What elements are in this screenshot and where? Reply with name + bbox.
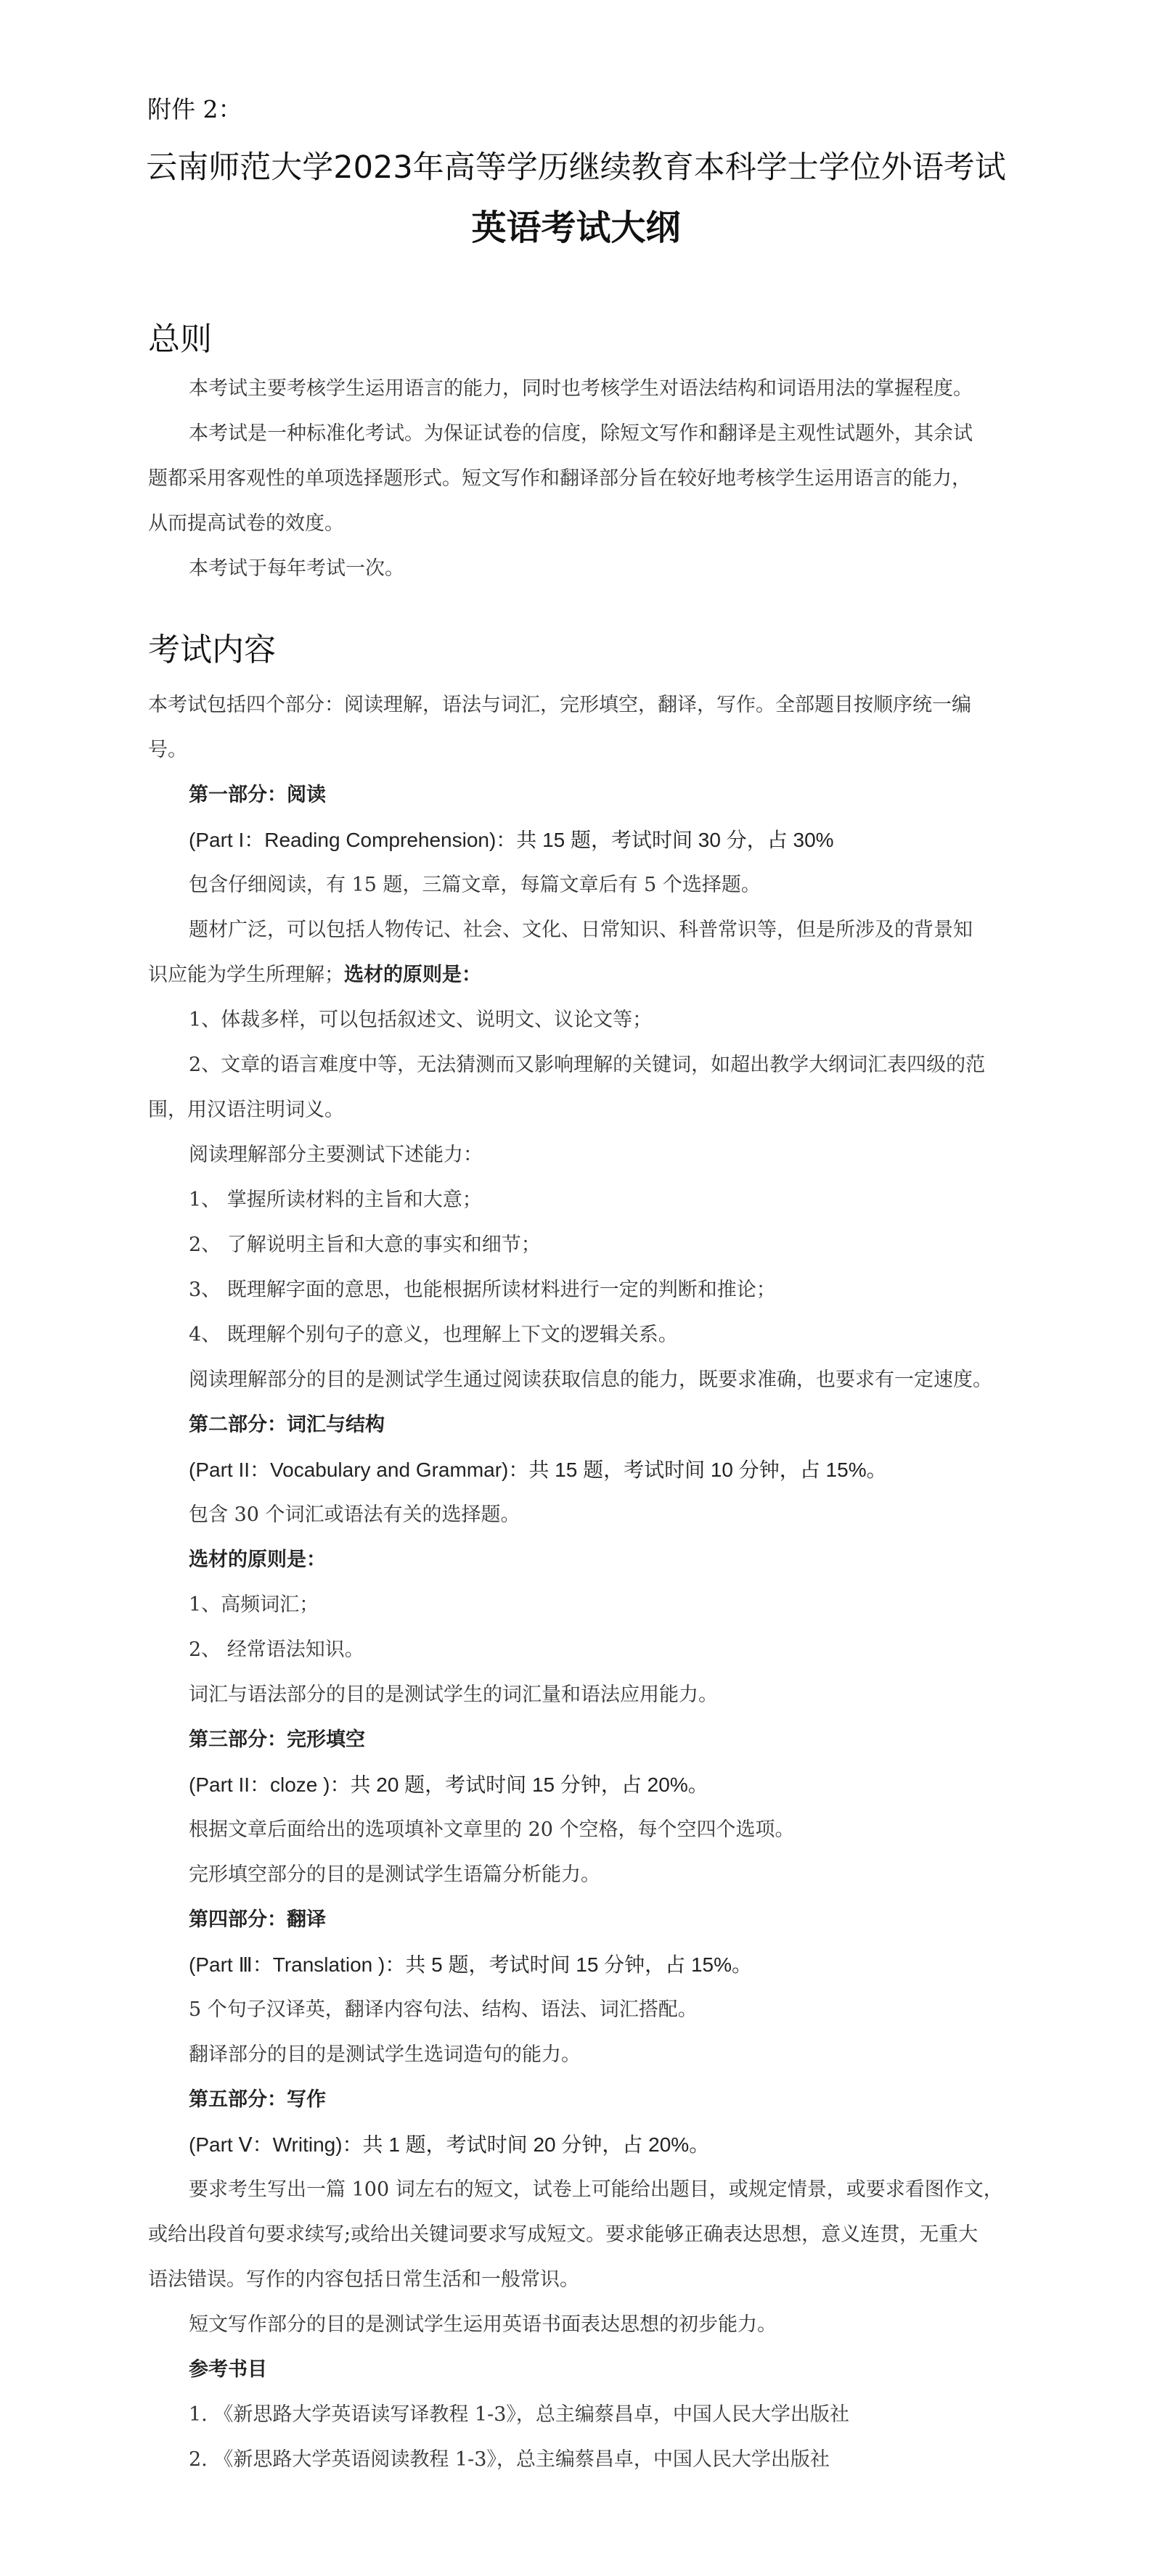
part3-title: 第三部分：完形填空	[189, 1728, 365, 1751]
general-paragraph-2-line-1: 本考试是一种标准化考试。为保证试卷的信度，除短文写作和翻译是主观性试题外，其余试	[189, 422, 973, 445]
part4-description: 5 个句子汉译英，翻译内容句法、结构、语法、词汇搭配。	[189, 1998, 698, 2021]
part1-rule-2-line-1: 2、文章的语言难度中等，无法猜测而又影响理解的关键词，如超出教学大纲词汇表四级的范	[189, 1054, 986, 1076]
part1-title: 第一部分：阅读	[189, 784, 326, 806]
part1-abilities-intro: 阅读理解部分主要测试下述能力：	[189, 1144, 483, 1166]
part1-ability-1: 1、 掌握所读材料的主旨和大意；	[189, 1189, 482, 1211]
part1-rule-2-line-2: 围，用汉语注明词义。	[148, 1099, 344, 1121]
attachment-label: 附件 2：	[147, 95, 242, 123]
reference-item: 1. 《新思路大学英语读写译教程 1-3》，总主编蔡昌卓，中国人民大学出版社	[189, 2403, 849, 2426]
part4-spec: (Part Ⅲ：Translation )：共 5 题，考试时间 15 分钟，占 15%。	[189, 1953, 752, 1976]
part1-purpose: 阅读理解部分的目的是测试学生通过阅读获取信息的能力，既要求准确，也要求有一定速度。	[189, 1369, 992, 1391]
part1-topic-text: 识应能为学生所理解；	[148, 964, 344, 986]
content-intro-line-2: 号。	[148, 739, 187, 761]
part5-spec: (Part Ⅴ：Writing)：共 1 题，考试时间 20 分钟，占 20%。	[189, 2133, 710, 2156]
part2-rule-1: 1、高频词汇；	[189, 1593, 319, 1616]
part3-purpose: 完形填空部分的目的是测试学生语篇分析能力。	[189, 1863, 600, 1886]
part1-spec: (Part I：Reading Comprehension)：共 15 题，考试时间 30 分，占 30%	[189, 829, 834, 851]
part2-purpose: 词汇与语法部分的目的是测试学生的词汇量和语法应用能力。	[189, 1683, 718, 1706]
part2-description: 包含 30 个词汇或语法有关的选择题。	[189, 1504, 520, 1526]
general-paragraph-3: 本考试于每年考试一次。	[189, 557, 404, 580]
general-paragraph-2-line-2: 题都采用客观性的单项选择题形式。短文写作和翻译部分旨在较好地考核学生运用语言的能力，	[148, 467, 971, 490]
part2-title: 第二部分：词汇与结构	[189, 1414, 385, 1436]
section-heading-general: 总则	[148, 321, 212, 358]
document-subtitle: 英语考试大纲	[471, 208, 681, 248]
document-title: 云南师范大学2023年高等学历继续教育本科学士学位外语考试	[146, 149, 1006, 186]
part5-description-line-1: 要求考生写出一篇 100 词左右的短文，试卷上可能给出题目，或规定情景，或要求看图作文，	[189, 2178, 1003, 2201]
general-paragraph-2-line-3: 从而提高试卷的效度。	[148, 512, 344, 535]
part2-spec: (Part II：Vocabulary and Grammar)：共 15 题，考试时间 10 分钟，占 15%。	[189, 1459, 887, 1481]
part2-principle-title: 选材的原则是：	[189, 1549, 326, 1571]
part1-principle-label: 选材的原则是：	[344, 964, 481, 986]
content-intro-line-1: 本考试包括四个部分：阅读理解，语法与词汇，完形填空，翻译，写作。全部题目按顺序统一编	[148, 694, 971, 716]
part1-ability-3: 3、 既理解字面的意思，也能根据所读材料进行一定的判断和推论；	[189, 1279, 776, 1301]
part5-description-line-2: 或给出段首句要求续写;或给出关键词要求写成短文。要求能够正确表达思想，意义连贯，无重大	[148, 2223, 979, 2246]
part5-description-line-3: 语法错误。写作的内容包括日常生活和一般常识。	[148, 2268, 579, 2291]
part1-topic-line-2	[148, 965, 481, 985]
references-title: 参考书目	[189, 2358, 267, 2381]
part5-title: 第五部分：写作	[189, 2088, 326, 2111]
part1-ability-4: 4、 既理解个别句子的意义，也理解上下文的逻辑关系。	[189, 1324, 678, 1346]
part2-rule-2: 2、 经常语法知识。	[189, 1638, 364, 1661]
part3-spec: (Part II：cloze )：共 20 题，考试时间 15 分钟，占 20%。	[189, 1773, 708, 1796]
part3-description: 根据文章后面给出的选项填补文章里的 20 个空格，每个空四个选项。	[189, 1818, 795, 1841]
part5-purpose: 短文写作部分的目的是测试学生运用英语书面表达思想的初步能力。	[189, 2313, 777, 2336]
part1-ability-2: 2、 了解说明主旨和大意的事实和细节；	[189, 1234, 541, 1256]
part4-purpose: 翻译部分的目的是测试学生选词造句的能力。	[189, 2043, 581, 2066]
section-heading-content: 考试内容	[148, 631, 276, 668]
part1-topic-line-1: 题材广泛，可以包括人物传记、社会、文化、日常知识、科普常识等，但是所涉及的背景知	[189, 919, 973, 941]
reference-item: 2. 《新思路大学英语阅读教程 1-3》，总主编蔡昌卓，中国人民大学出版社	[189, 2448, 830, 2471]
general-paragraph-1: 本考试主要考核学生运用语言的能力，同时也考核学生对语法结构和词语用法的掌握程度。	[189, 377, 973, 400]
part1-rule-1: 1、体裁多样，可以包括叙述文、说明文、议论文等；	[189, 1009, 653, 1031]
part1-description: 包含仔细阅读，有 15 题，三篇文章，每篇文章后有 5 个选择题。	[189, 874, 761, 896]
part4-title: 第四部分：翻译	[189, 1908, 326, 1931]
